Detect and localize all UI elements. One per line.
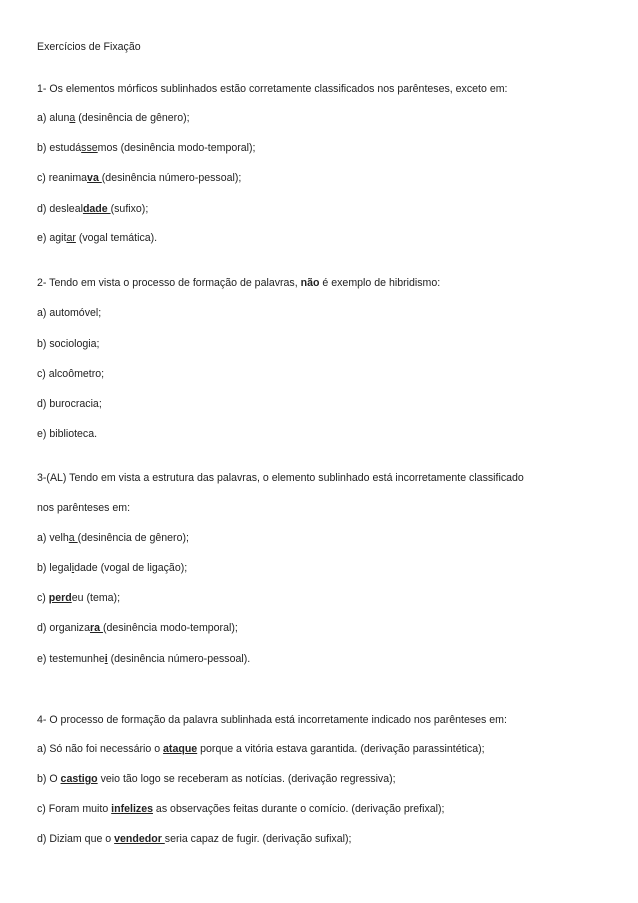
q1-option-b: b) estudássemos (desinência modo-temporal);	[37, 142, 256, 154]
q2-option-b: b) sociologia;	[37, 338, 100, 350]
q2-option-a: a) automóvel;	[37, 307, 102, 319]
q4-option-c: c) Foram muito infelizes as observações feitas durante o comício. (derivação prefixal);	[37, 803, 445, 815]
q3-option-c: c) perdeu (tema);	[37, 592, 121, 604]
q1-option-c: c) reanimava (desinência número-pessoal);	[37, 172, 242, 184]
q2-option-e: e) biblioteca.	[37, 428, 98, 440]
q1-option-e: e) agitar (vogal temática).	[37, 232, 158, 244]
q3-option-d: d) organizara (desinência modo-temporal);	[37, 622, 238, 634]
document-title: Exercícios de Fixação	[37, 41, 141, 53]
q4-stem: 4- O processo de formação da palavra sublinhada está incorretamente indicado nos parênteses em:	[37, 714, 507, 726]
q3-option-e: e) testemunhei (desinência número-pessoal).	[37, 653, 251, 665]
q2-stem: 2- Tendo em vista o processo de formação de palavras, não é exemplo de hibridismo:	[37, 277, 441, 289]
q1-option-d: d) deslealdade (sufixo);	[37, 203, 149, 215]
q2-option-d: d) burocracia;	[37, 398, 102, 410]
q3-stem-line1: 3-(AL) Tendo em vista a estrutura das palavras, o elemento sublinhado está incorretamente classificado	[37, 472, 524, 484]
q3-stem-line2: nos parênteses em:	[37, 502, 131, 514]
q2-option-c: c) alcoômetro;	[37, 368, 105, 380]
q3-option-b: b) legalidade (vogal de ligação);	[37, 562, 188, 574]
q4-option-a: a) Só não foi necessário o ataque porque a vitória estava garantida. (derivação parassintética);	[37, 743, 485, 755]
q4-option-d: d) Diziam que o vendedor seria capaz de fugir. (derivação sufixal);	[37, 833, 352, 845]
q1-stem: 1- Os elementos mórficos sublinhados estão corretamente classificados nos parênteses, exceto em:	[37, 83, 508, 95]
q4-option-b: b) O castigo veio tão logo se receberam as notícias. (derivação regressiva);	[37, 773, 396, 785]
q1-option-a: a) aluna (desinência de gênero);	[37, 112, 190, 124]
q3-option-a: a) velha (desinência de gênero);	[37, 532, 189, 544]
